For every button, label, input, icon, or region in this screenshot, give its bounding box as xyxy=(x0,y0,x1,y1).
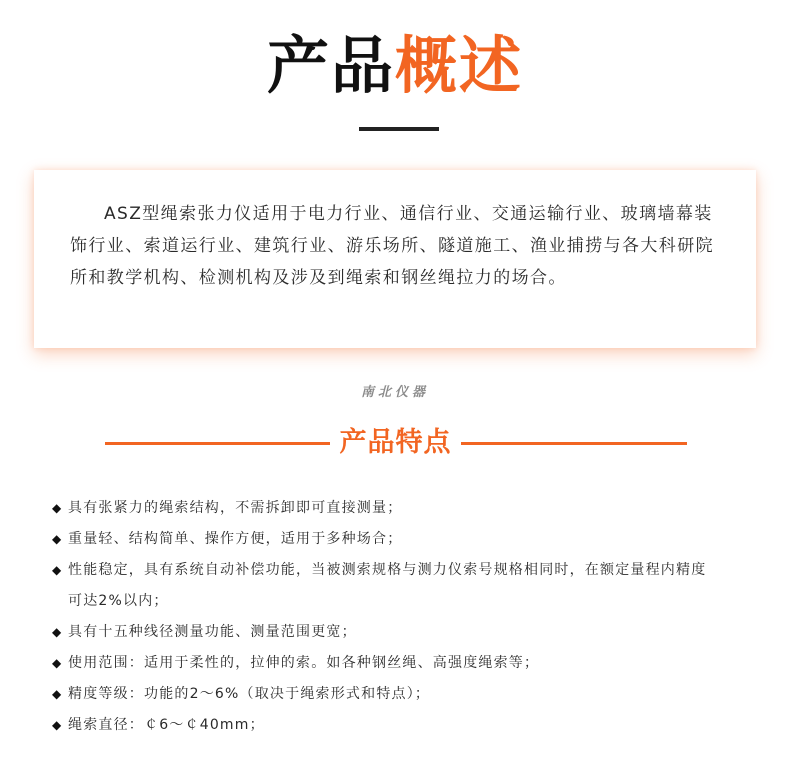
diamond-bullet-icon: ◆ xyxy=(52,532,63,546)
heading-line-left xyxy=(105,442,330,445)
feature-text: 性能稳定，具有系统自动补偿功能，当被测索规格与测力仪索号规格相同时，在额定量程内精度可达2%以内； xyxy=(68,562,707,609)
feature-text: 具有十五种线径测量功能、测量范围更宽； xyxy=(68,624,357,640)
feature-list xyxy=(52,493,732,741)
diamond-bullet-icon: ◆ xyxy=(52,501,63,515)
diamond-bullet-icon: ◆ xyxy=(52,563,63,577)
diamond-bullet-icon: ◆ xyxy=(52,625,63,639)
feature-item xyxy=(52,617,732,648)
features-heading-label: 产品特点 xyxy=(339,427,452,458)
brand-watermark: 南北仪器 xyxy=(360,385,429,400)
intro-card xyxy=(34,170,756,348)
page-title-accent: 概述 xyxy=(395,29,524,102)
feature-item xyxy=(52,524,732,555)
feature-item xyxy=(52,710,732,741)
feature-item xyxy=(52,555,732,617)
page-title xyxy=(0,28,790,104)
diamond-bullet-icon: ◆ xyxy=(52,718,63,732)
features-heading xyxy=(105,420,687,466)
diamond-bullet-icon: ◆ xyxy=(52,687,63,701)
feature-item xyxy=(52,493,732,524)
feature-text: 绳索直径：￠6～￠40mm； xyxy=(68,717,265,733)
feature-text: 具有张紧力的绳索结构，不需拆卸即可直接测量； xyxy=(68,500,403,516)
feature-item xyxy=(52,648,732,679)
feature-text: 重量轻、结构简单、操作方便，适用于多种场合； xyxy=(68,531,403,547)
heading-line-right xyxy=(461,442,687,445)
feature-text: 精度等级：功能的2～6%（取决于绳索形式和特点）； xyxy=(68,686,431,702)
feature-text: 使用范围：适用于柔性的，拉伸的索。如各种钢丝绳、高强度绳索等； xyxy=(68,655,540,671)
title-underline xyxy=(359,127,439,131)
intro-paragraph: ASZ型绳索张力仪适用于电力行业、通信行业、交通运输行业、玻璃墙幕装饰行业、索道运行业、建筑行业、游乐场所、隧道施工、渔业捕捞与各大科研院所和教学机构、检测机构及涉及到绳索和钢丝绳拉力的场合。 xyxy=(70,204,714,288)
page-title-dark: 产品 xyxy=(266,29,395,102)
diamond-bullet-icon: ◆ xyxy=(52,656,63,670)
feature-item xyxy=(52,679,732,710)
